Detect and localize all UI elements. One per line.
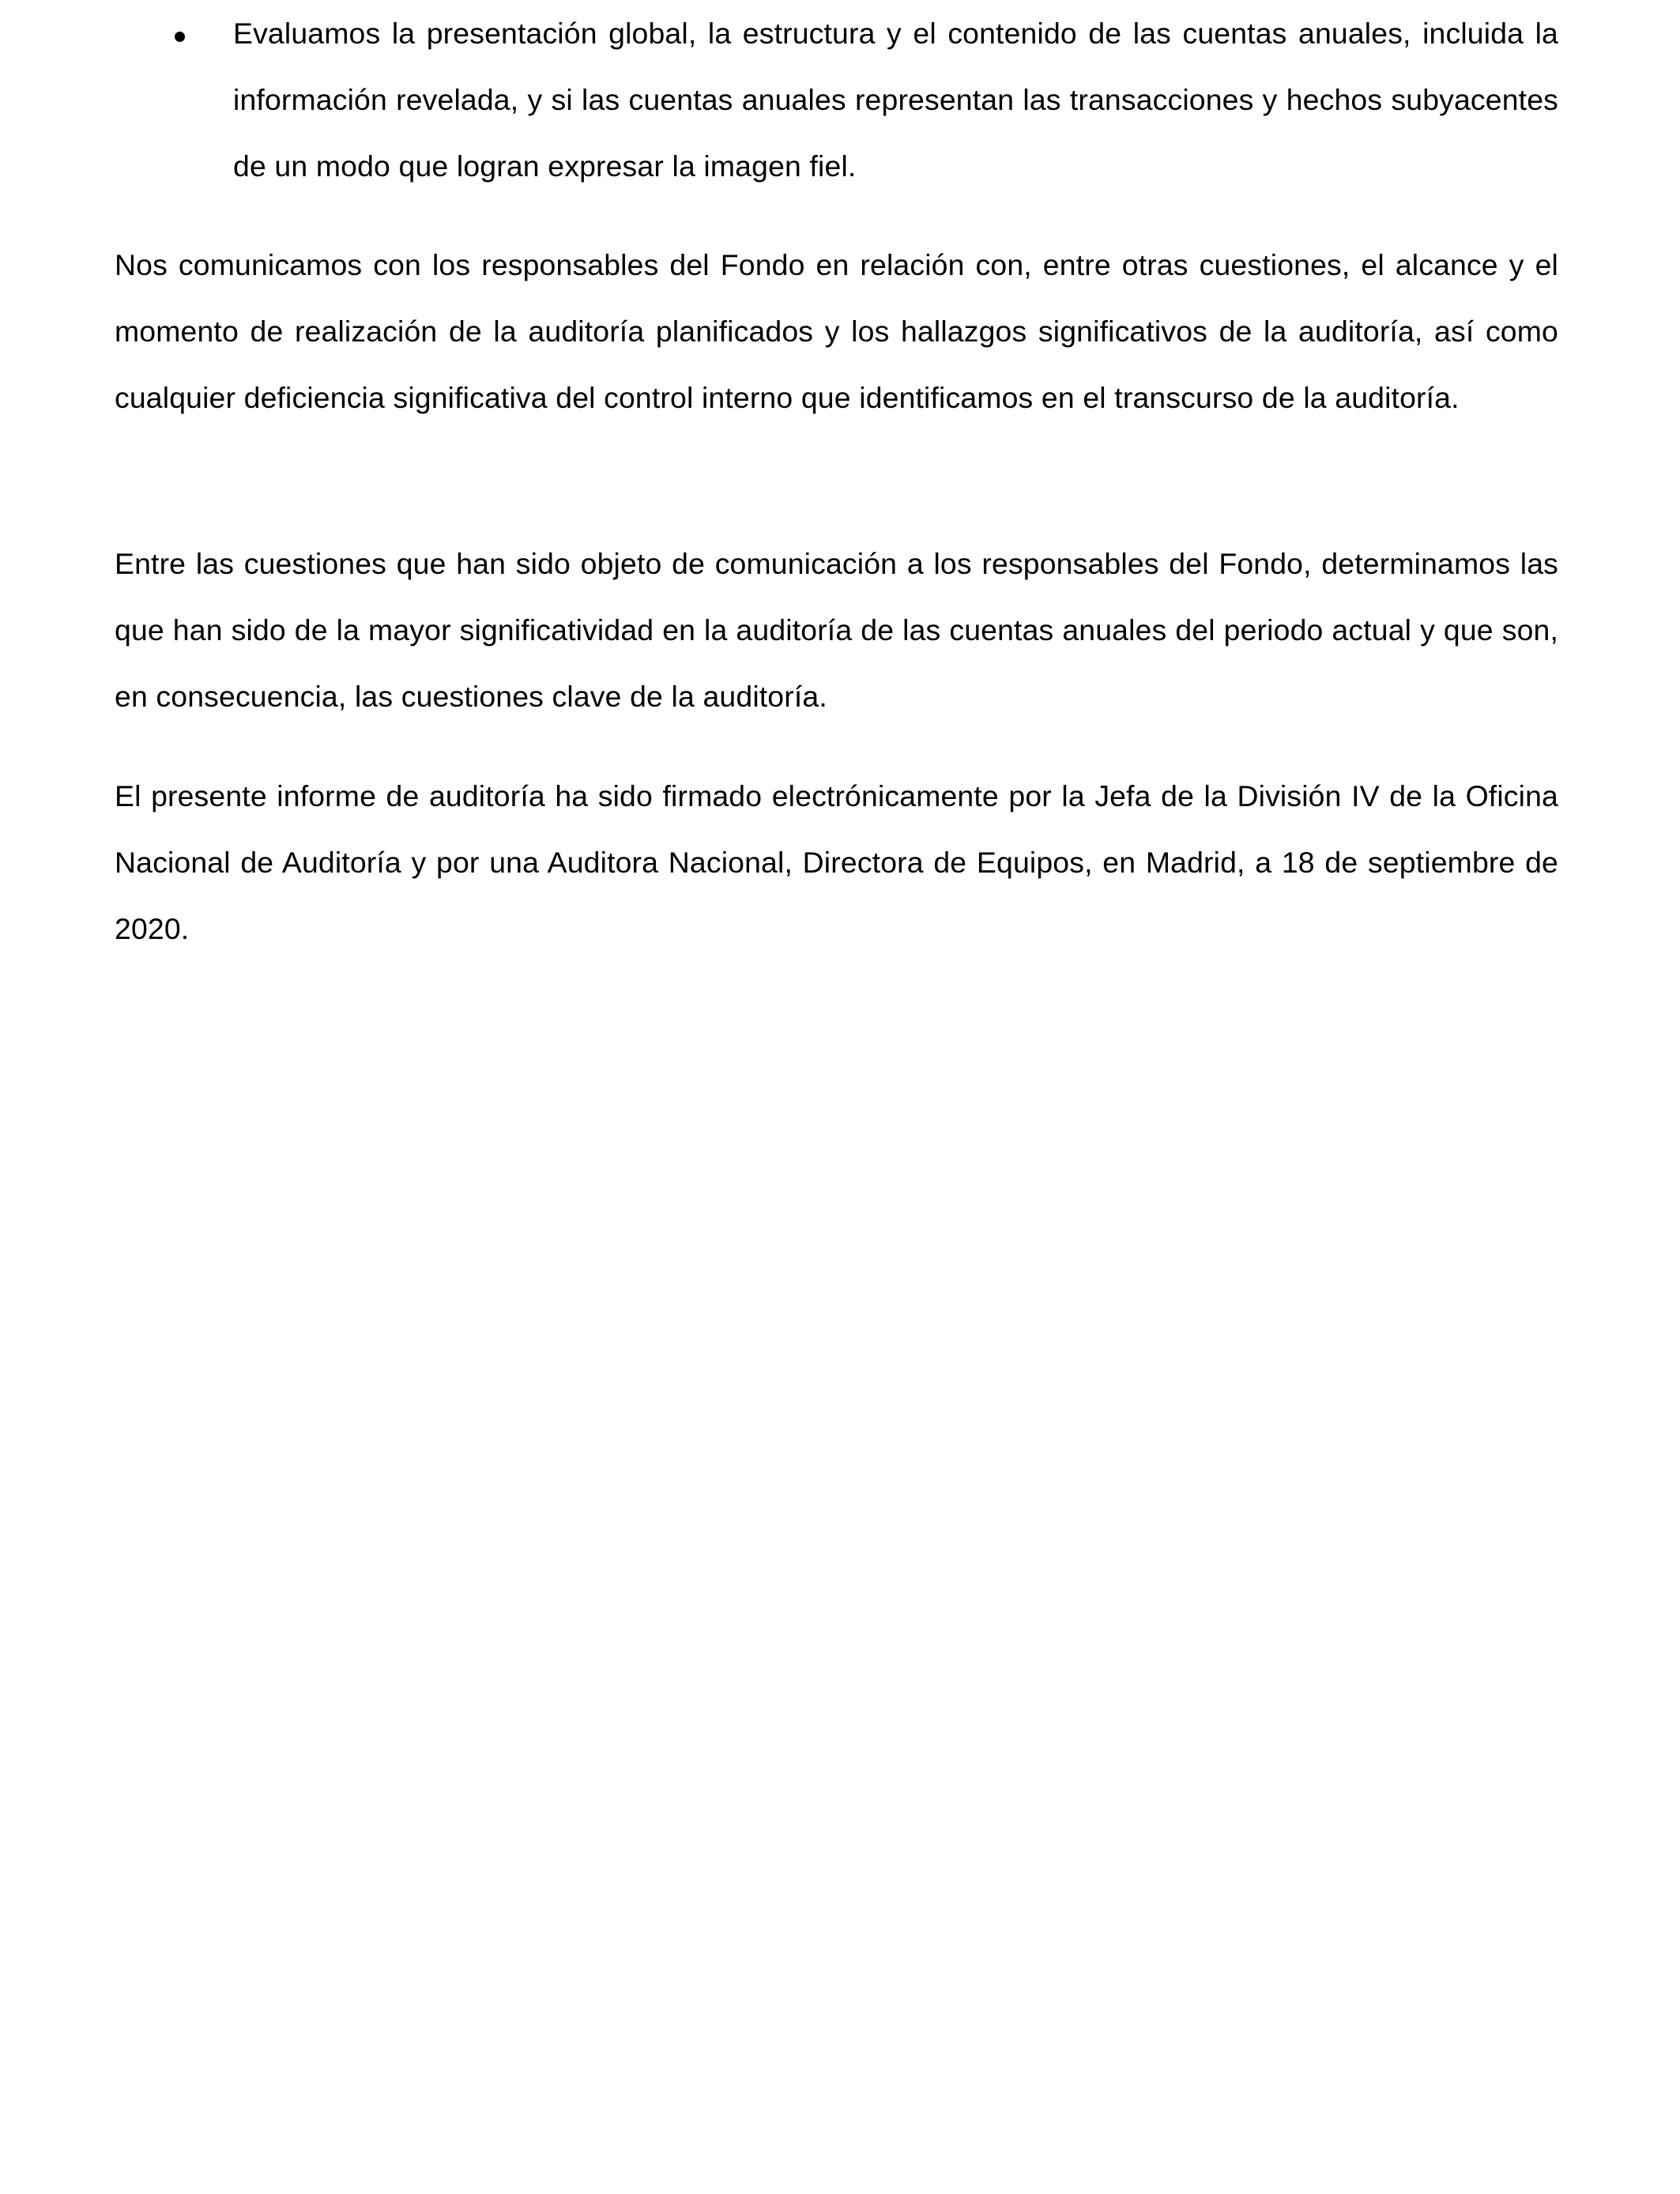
paragraph-communication: Nos comunicamos con los responsables del Fondo en relación con, entre otras cuestiones, el alcance y el momento de realización de la auditoría planificados y los hallazgos significativos de la auditoría, así como cualquier deficiencia significativa del control interno que identificamos en el transcurso de la auditoría. bbox=[115, 248, 1558, 414]
bullet-item bbox=[115, 0, 1558, 199]
paragraph-key-matters: Entre las cuestiones que han sido objeto de comunicación a los responsables del Fondo, determinamos las que han sido de la mayor significatividad en la auditoría de las cuentas anuales del periodo actual y que son, en consecuencia, las cuestiones clave de la auditoría. bbox=[115, 547, 1558, 713]
bullet-list bbox=[115, 0, 1558, 199]
paragraph-signature: El presente informe de auditoría ha sido firmado electrónicamente por la Jefa de la División IV de la Oficina Nacional de Auditoría y por una Auditora Nacional, Directora de Equipos, en Madrid, a 18 de septiembre de 2020. bbox=[115, 779, 1558, 945]
bullet-text: Evaluamos la presentación global, la estructura y el contenido de las cuentas anuales, incluida la información revelada, y si las cuentas anuales representan las transacciones y hechos subyacentes de un modo que logran expresar la imagen fiel. bbox=[233, 17, 1558, 183]
bullet-dot-icon bbox=[175, 32, 185, 42]
document-body bbox=[115, 0, 1558, 945]
